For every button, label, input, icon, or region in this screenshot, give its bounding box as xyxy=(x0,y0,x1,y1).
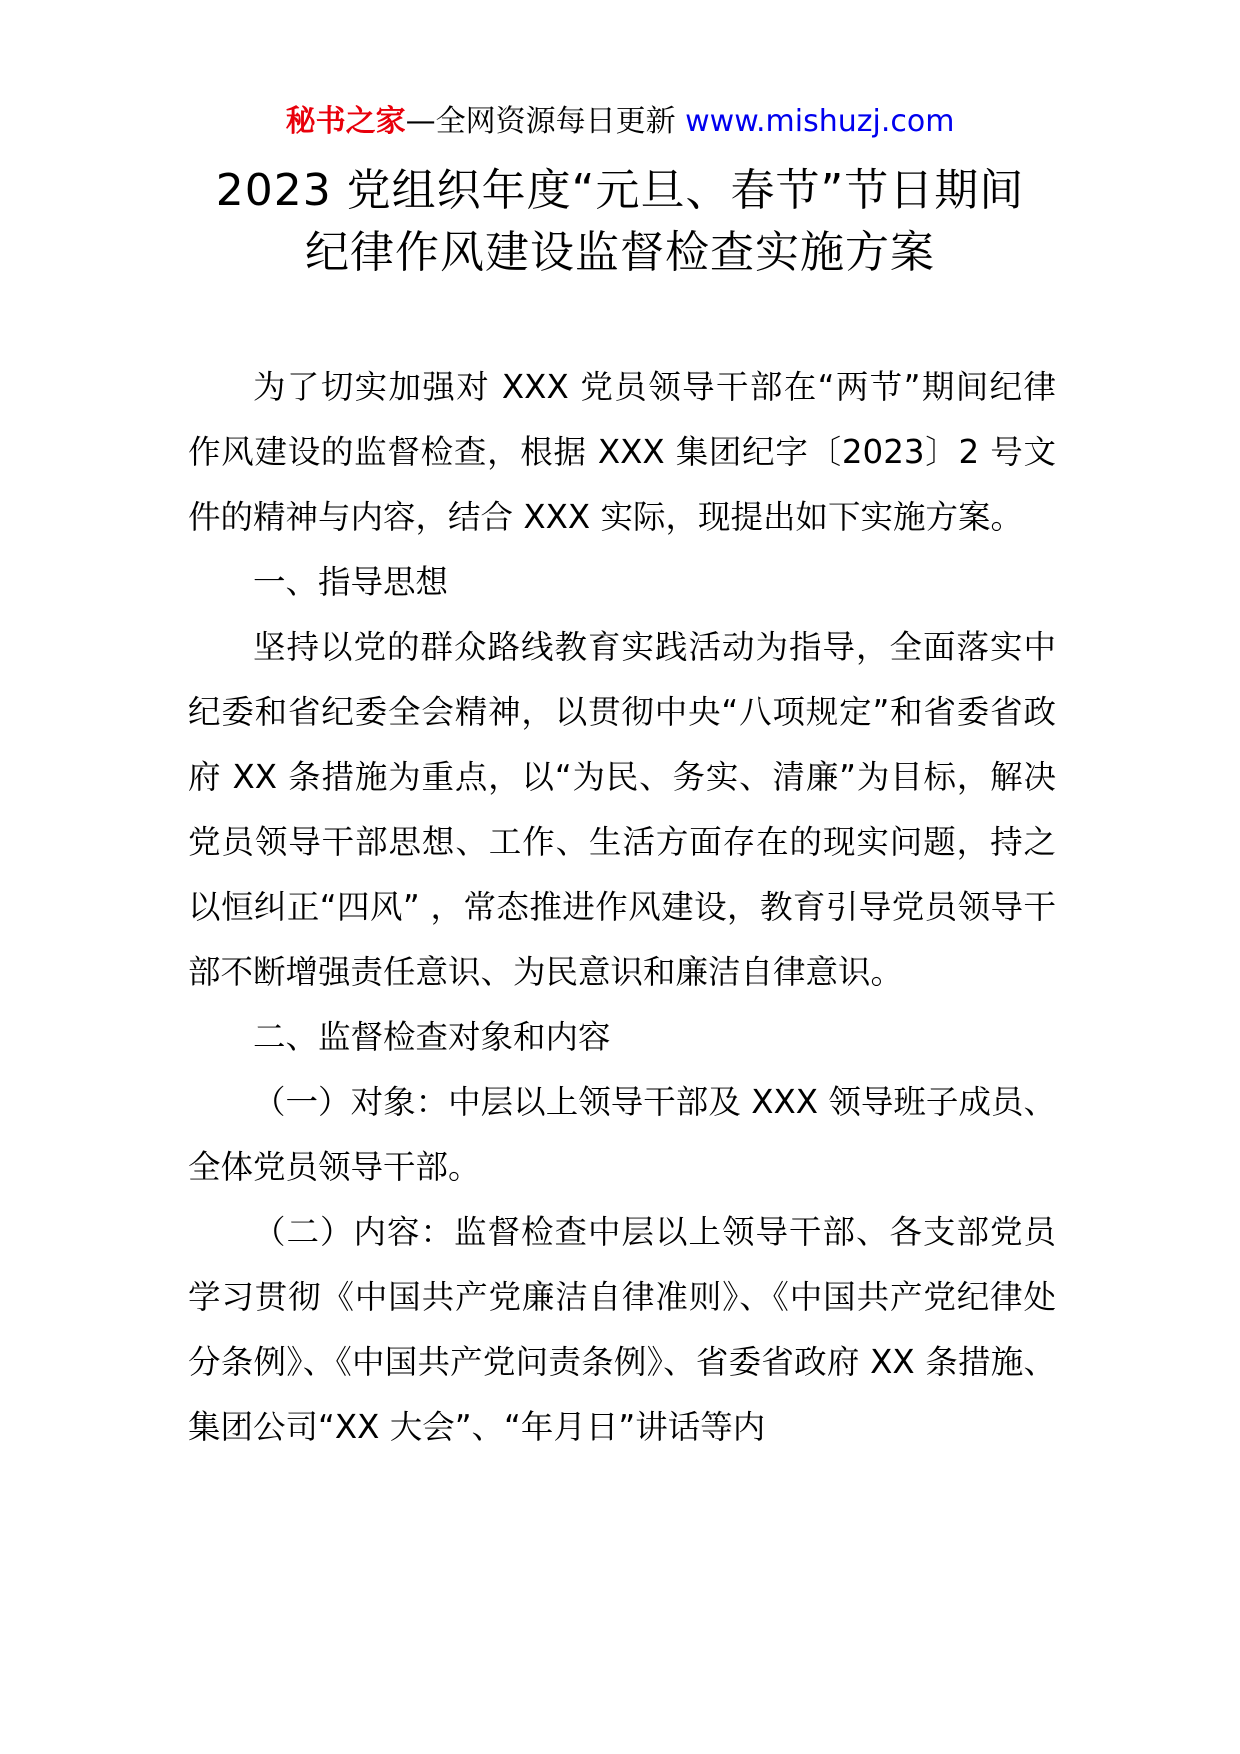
section-heading-guiding-ideology: 一、指导思想 xyxy=(253,563,449,601)
intro-paragraph: 为了切实加强对 XXX 党员领导干部在“两节”期间纪律作风建设的监督检查，根据 XXX 集团纪字〔2023〕2 号文件的精神与内容，结合 XXX 实际，现提出如下实施方案。 xyxy=(188,368,1056,536)
document-body xyxy=(188,355,1056,1460)
title-line-1: 2023 党组织年度“元旦、春节”节日期间 xyxy=(215,165,1025,216)
content-paragraph: （二）内容：监督检查中层以上领导干部、各支部党员学习贯彻《中国共产党廉洁自律准则》、《中国共产党纪律处分条例》、《中国共产党问责条例》、省委省政府 XX 条措施、集团公司“XX 大会”、“年月日”讲话等内 xyxy=(188,1213,1056,1446)
site-url-link[interactable]: www.mishuzj.com xyxy=(685,104,955,139)
objects-paragraph: （一）对象：中层以上领导干部及 XXX 领导班子成员、全体党员领导干部。 xyxy=(188,1083,1056,1186)
title-line-2: 纪律作风建设监督检查实施方案 xyxy=(305,227,935,278)
site-tagline: —全网资源每日更新 xyxy=(405,104,686,139)
section-heading-objects-content: 二、监督检查对象和内容 xyxy=(253,1018,611,1056)
document-title xyxy=(150,160,1090,284)
guiding-ideology-paragraph: 坚持以党的群众路线教育实践活动为指导，全面落实中纪委和省纪委全会精神，以贯彻中央“八项规定”和省委省政府 XX 条措施为重点，以“为民、务实、清廉”为目标，解决党员领导干部思想、工作、生活方面存在的现实问题，持之以恒纠正“四风” ，常态推进作风建设，教育引导党员领导干部不断增强责任意识、为民意识和廉洁自律意识。 xyxy=(188,628,1056,991)
site-brand: 秘书之家 xyxy=(285,104,406,139)
site-header xyxy=(0,100,1240,144)
